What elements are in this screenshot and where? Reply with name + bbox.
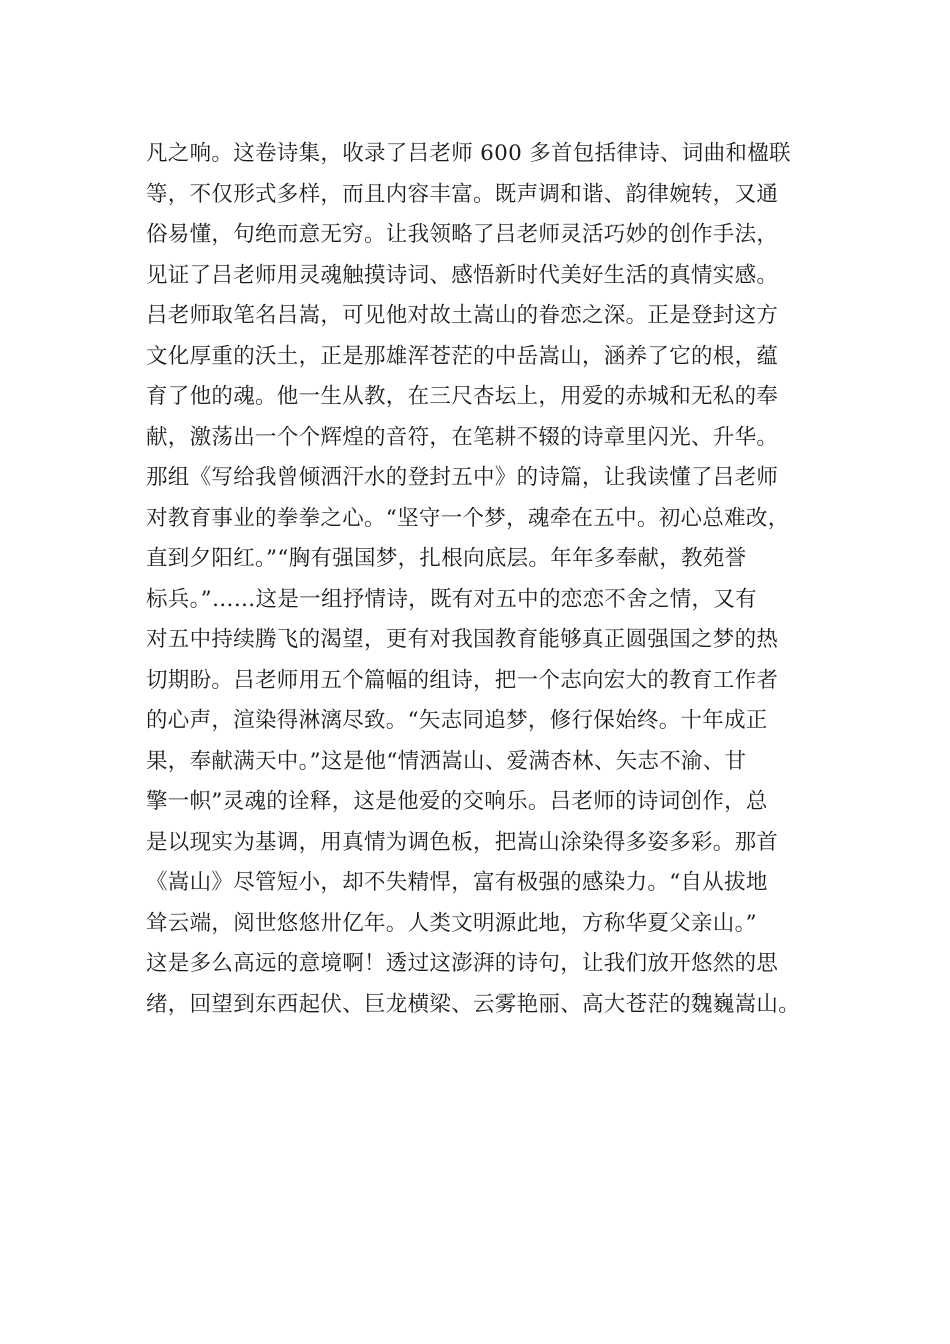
text-line: 献，激荡出一个个辉煌的音符，在笔耕不辍的诗章里闪光、升华。 <box>146 424 779 450</box>
text-line: 吕老师取笔名吕嵩，可见他对故土嵩山的眷恋之深。正是登封这方 <box>146 303 779 328</box>
text-line: 耸云端，阅世悠悠卅亿年。人类文明源此地，方称华夏父亲山。” <box>146 910 757 936</box>
text-line: 对五中持续腾飞的渴望，更有对我国教育能够真正圆强国之梦的热 <box>146 627 779 652</box>
text-line: 《嵩山》尽管短小，却不失精悍，富有极强的感染力。“自从拔地 <box>146 870 768 895</box>
text-line: 俗易懂，句绝而意无穷。让我领略了吕老师灵活巧妙的创作手法， <box>146 222 779 247</box>
body-text <box>146 134 846 1025</box>
text-line: 是以现实为基调，用真情为调色板，把嵩山涂染得多姿多彩。那首 <box>146 829 779 855</box>
text-line: 凡之响。这卷诗集，收录了吕老师 600 多首包括律诗、词曲和楹联 <box>146 141 791 166</box>
text-line: 的心声，渲染得淋漓尽致。“矢志同追梦，修行保始终。十年成正 <box>146 708 768 733</box>
text-line: 见证了吕老师用灵魂触摸诗词、感悟新时代美好生活的真情实感。 <box>146 262 779 288</box>
text-line: 育了他的魂。他一生从教，在三尺杏坛上，用爱的赤城和无私的奉 <box>146 384 779 409</box>
text-line: 直到夕阳红。”“胸有强国梦，扎根向底层。年年多奉献，教苑誉 <box>146 546 747 571</box>
text-line: 果，奉献满天中。”这是他“情洒嵩山、爱满杏林、矢志不渝、甘 <box>146 748 747 774</box>
text-line: 切期盼。吕老师用五个篇幅的组诗，把一个志向宏大的教育工作者 <box>146 667 779 693</box>
text-line: 那组《写给我曾倾洒汗水的登封五中》的诗篇，让我读懂了吕老师 <box>146 465 779 490</box>
text-line: 等，不仅形式多样，而且内容丰富。既声调和谐、韵律婉转，又通 <box>146 181 779 207</box>
text-line: 文化厚重的沃土，正是那雄浑苍茫的中岳嵩山，涵养了它的根，蕴 <box>146 343 779 369</box>
text-line: 对教育事业的拳拳之心。“坚守一个梦，魂牵在五中。初心总难改， <box>146 505 790 531</box>
text-line: 这是多么高远的意境啊！透过这澎湃的诗句，让我们放开悠然的思 <box>146 951 779 976</box>
text-line: 标兵。”……这是一组抒情诗，既有对五中的恋恋不舍之情，又有 <box>146 586 757 612</box>
text-line: 绪，回望到东西起伏、巨龙横梁、云雾艳丽、高大苍茫的魏巍嵩山。 <box>146 991 801 1017</box>
text-line: 擎一帜”灵魂的诠释，这是他爱的交响乐。吕老师的诗词创作，总 <box>146 789 768 814</box>
